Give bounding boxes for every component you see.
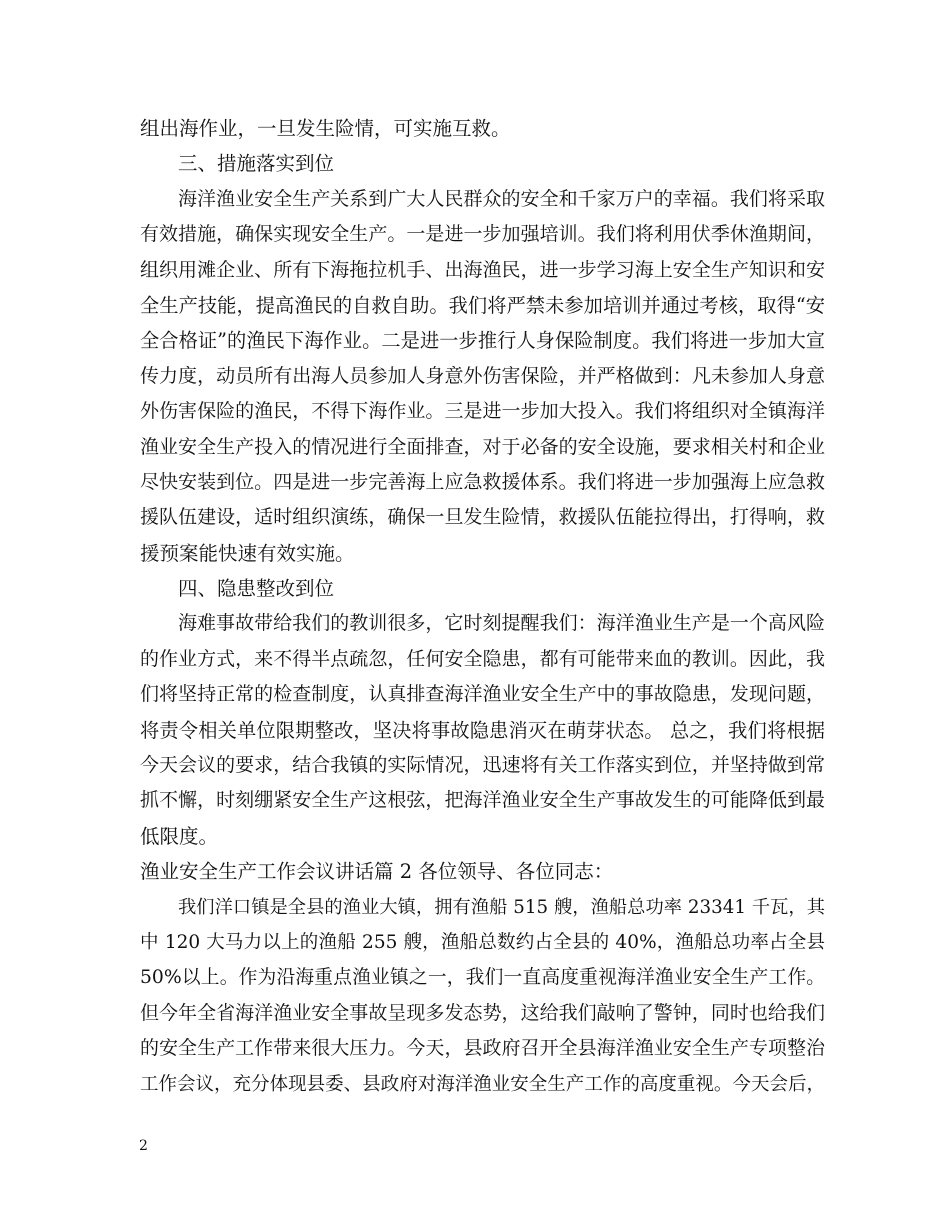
text-line: 海难事故带给我们的教训很多，它时刻提醒我们：海洋渔业生产是一个高风险: [178, 612, 825, 635]
text-line: 工作会议，充分体现县委、县政府对海洋渔业安全生产工作的高度重视。今天会后，: [140, 1073, 825, 1095]
text-line: 将责令相关单位限期整改，坚决将事故隐患消灭在萌芽状态。 总之，我们将根据: [140, 718, 825, 742]
text-line: 们将坚持正常的检查制度，认真排查海洋渔业安全生产中的事故隐患，发现问题，: [140, 683, 825, 706]
text-line: 今天会议的要求，结合我镇的实际情况，迅速将有关工作落实到位，并坚持做到常: [140, 754, 825, 777]
text-line: 抓不懈，时刻绷紧安全生产这根弦，把海洋渔业安全生产事故发生的可能降低到最: [140, 789, 825, 812]
text-line: 我们洋口镇是全县的渔业大镇，拥有渔船 515 艘，渔船总功率 23341 千瓦，其: [178, 896, 825, 918]
text-line: 三、措施落实到位: [178, 152, 335, 176]
text-line: 组织用滩企业、所有下海拖拉机手、出海渔民，进一步学习海上安全生产知识和安: [140, 258, 825, 281]
text-line: 传力度，动员所有出海人员参加人身意外伤害保险，并严格做到：凡未参加人身意: [140, 364, 825, 387]
text-line: 援预案能快速有效实施。: [140, 541, 355, 565]
text-line: 中 120 大马力以上的渔船 255 艘，渔船总数约占全县的 40%，渔船总功率占全县: [140, 931, 825, 953]
text-line: 海洋渔业安全生产关系到广大人民群众的安全和千家万户的幸福。我们将采取: [178, 187, 825, 210]
text-line: 的作业方式，来不得半点疏忽，任何安全隐患，都有可能带来血的教训。因此，我: [140, 647, 825, 670]
text-line: 但今年全省海洋渔业安全事故呈现多发态势，这给我们敲响了警钟，同时也给我们: [140, 1001, 825, 1024]
text-line: 组出海作业，一旦发生险情，可实施互救。: [140, 117, 511, 140]
text-line: 全合格证”的渔民下海作业。二是进一步推行人身保险制度。我们将进一步加大宣: [140, 329, 825, 353]
text-line: 的安全生产工作带来很大压力。今天，县政府召开全县海洋渔业安全生产专项整治: [140, 1037, 825, 1060]
page-number: 2: [139, 1138, 148, 1154]
text-line: 四、隐患整改到位: [178, 577, 335, 601]
text-line: 低限度。: [140, 824, 219, 848]
text-line: 有效措施，确保实现安全生产。一是进一步加强培训。我们将利用伏季休渔期间，: [140, 223, 825, 246]
text-line: 援队伍建设，适时组织演练，确保一旦发生险情，救援队伍能拉得出，打得响，救: [140, 506, 825, 529]
document-body: [140, 111, 825, 1102]
text-line: 渔业安全生产工作会议讲话篇 2 各位领导、各位同志：: [140, 860, 614, 884]
text-line: 外伤害保险的渔民，不得下海作业。三是进一步加大投入。我们将组织对全镇海洋: [140, 400, 825, 423]
text-line: 渔业安全生产投入的情况进行全面排查，对于必备的安全设施，要求相关村和企业: [140, 435, 825, 458]
text-line: 全生产技能，提高渔民的自救自助。我们将严禁未参加培训并通过考核，取得“安: [140, 293, 825, 317]
text-line: 50%以上。作为沿海重点渔业镇之一，我们一直高度重视海洋渔业安全生产工作。: [140, 967, 825, 989]
text-line: 尽快安装到位。四是进一步完善海上应急救援体系。我们将进一步加强海上应急救: [140, 470, 825, 493]
